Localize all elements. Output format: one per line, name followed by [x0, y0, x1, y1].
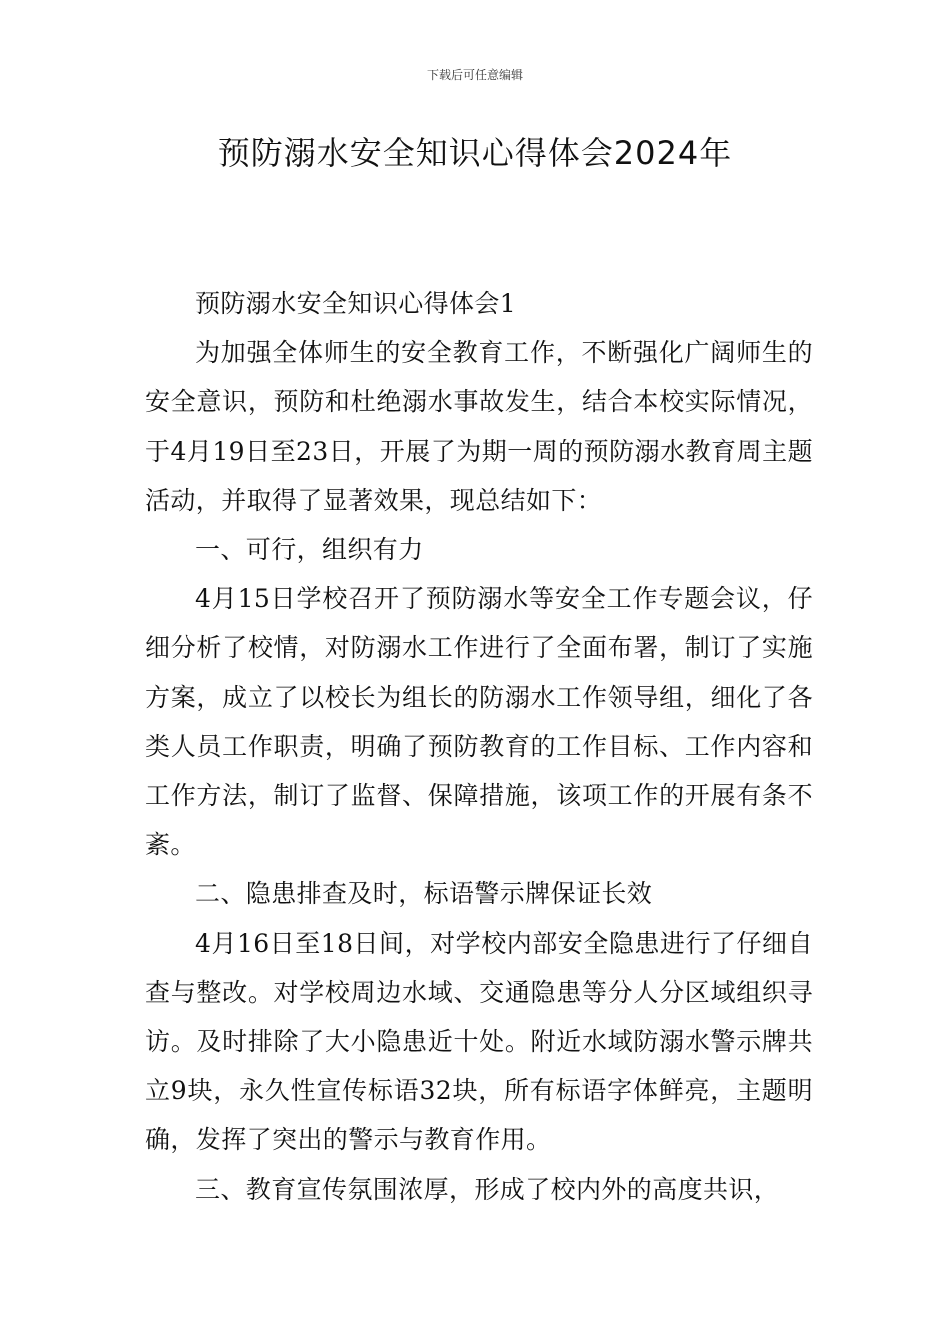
- section-heading: 二、隐患排查及时，标语警示牌保证长效: [195, 879, 653, 909]
- body-paragraph: 4月15日学校召开了预防溺水等安全工作专题会议，仔细分析了校情，对防溺水工作进行了全面布署，制订了实施方案，成立了以校长为组长的防溺水工作领导组，细化了各类人员工作职责，明确了预防教育的工作目标、工作内容和工作方法，制订了监督、保障措施，该项工作的开展有条不紊。: [145, 584, 813, 860]
- section-heading: 三、教育宣传氛围浓厚，形成了校内外的高度共识，: [195, 1174, 780, 1204]
- body-paragraph: 4月16日至18日间，对学校内部安全隐患进行了仔细自查与整改。对学校周边水域、交通隐患等分人分区域组织寻访。及时排除了大小隐患近十处。附近水域防溺水警示牌共立9块，永久性宣传标语32块，所有标语字体鲜亮，主题明确，发挥了突出的警示与教育作用。: [145, 928, 813, 1155]
- document-title: 预防溺水安全知识心得体会2024年: [217, 134, 733, 172]
- section-heading: 一、可行，组织有力: [195, 535, 424, 565]
- header-note: 下载后可任意编辑: [426, 68, 523, 82]
- section-heading: 预防溺水安全知识心得体会1: [195, 289, 517, 318]
- body-paragraph: 为加强全体师生的安全教育工作，不断强化广阔师生的安全意识，预防和杜绝溺水事故发生，结合本校实际情况，于4月19日至23日，开展了为期一周的预防溺水教育周主题活动，并取得了显著效果，现总结如下：: [145, 338, 813, 515]
- document-body: [145, 279, 813, 1214]
